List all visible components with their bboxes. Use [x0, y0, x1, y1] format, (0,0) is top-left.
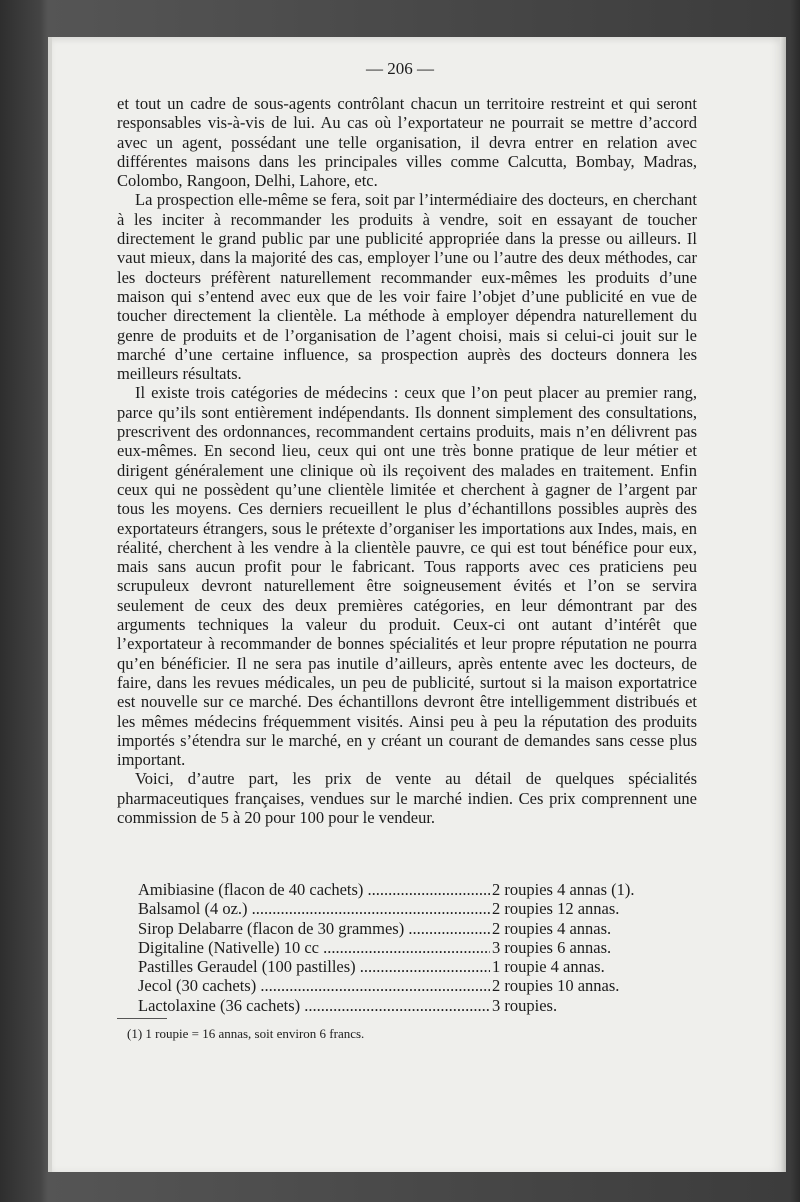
price-row [138, 919, 698, 938]
price-item: Jecol (30 cachets) ..... [138, 976, 490, 995]
footnote: (1) 1 roupie = 16 annas, soit environ 6 francs. [127, 1026, 365, 1041]
page-edge [780, 37, 786, 1172]
price-row [138, 996, 698, 1015]
paragraph-2: La prospection elle-même se fera, soit par l’intermédiaire des docteurs, en cherchant à les inciter à recommander les produits à vendre, soit en essayant de toucher directement le grand public par une publicité appropriée dans la presse ou ailleurs. Il vaut mieux, dans la majorité des cas, employer l’une ou l’autre des deux méthodes, car les docteurs préfèrent naturellement recommander eux-mêmes les produits d’une maison qui s’entend avec eux que de les voir faire l’objet d’une publicité en vue de toucher directement la clientèle. La méthode à employer dépendra naturellement du genre de produits et de l’organisation de l’agent choisi, mais si celui-ci jouit sur le marché d’une certaine influence, sa prospection auprès des docteurs donnera les meilleurs résultats. [117, 190, 697, 384]
price-value: 3 roupies 6 annas. [492, 937, 612, 957]
page-number: — 206 — [366, 59, 434, 78]
price-row [138, 938, 698, 957]
price-value: 2 roupies 4 annas. [492, 918, 612, 938]
price-value: 3 roupies. [492, 995, 558, 1015]
price-item: Amibiasine (flacon de 40 cachets) ..... [138, 880, 490, 899]
paragraph-4: Voici, d’autre part, les prix de vente au détail de quelques spécialités pharmaceutiques françaises, vendues sur le marché indien. Ces prix comprennent une commission de 5 à 20 pour 100 pour le vendeur. [117, 769, 697, 827]
price-value: 1 roupie 4 annas. [492, 957, 605, 977]
price-item: Sirop Delabarre (flacon de 30 grammes) ..... [138, 919, 490, 938]
paragraph-3: Il existe trois catégories de médecins : ceux que l’on peut placer au premier rang, parce qu’ils sont entièrement indépendants. Ils donnent simplement des consultations, prescrivent des ordonnances, recommandent certains produits, mais n’en délivrent pas eux-mêmes. En second lieu, ceux qui ont une très bonne pratique de leur métier et dirigent généralement une clinique où ils reçoivent des malades en traitement. Enfin ceux qui ne possèdent qu’une clientèle limitée et cherchent à gagner de l’argent par tous les moyens. Ces derniers recueillent le plus d’échantillons possibles auprès des exportateurs étrangers, sous le prétexte d’organiser les importations aux Indes, mais, en réalité, cherchent à les vendre à la clientèle pauvre, ce qui est tout bénéfice pour eux, mais sans aucun profit pour le fabricant. Tous rapports avec ces praticiens peu scrupuleux devront naturellement être soigneusement évités et l’on se servira seulement de ceux des deux premières catégories, en leur démontrant par des arguments techniques la valeur du produit. Ceux-ci ont autant d’intérêt que l’exportateur à recommander de bonnes spécialités et leur propre réputation ne pourra qu’en bénéficier. Il ne sera pas inutile d’ailleurs, après entente avec les docteurs, de faire, dans les revues médicales, un peu de publicité, surtout si la maison exportatrice est nouvelle sur ce marché. Des échantillons devront être intelligemment distribués et les mêmes médecins fréquemment visités. Ainsi peu à peu la réputation des produits importés s’étendra sur le marché, en y créant un courant de demandes sans cesse plus important. [117, 383, 697, 770]
price-row [138, 957, 698, 976]
price-value: 2 roupies 10 annas. [492, 976, 620, 996]
price-row [138, 899, 698, 918]
price-row [138, 880, 698, 899]
footnote-rule [117, 1018, 167, 1019]
paragraph-1: et tout un cadre de sous-agents contrôlant chacun un territoire restreint et qui seront responsables vis-à-vis de lui. Au cas où l’exportateur ne pourrait se mettre d’accord avec un agent, possédant une telle organisation, il devra entrer en relation avec différentes maisons dans les principales villes comme Calcutta, Bombay, Madras, Colombo, Rangoon, Delhi, Lahore, etc. [117, 94, 697, 191]
body-text [117, 94, 697, 827]
price-value: 2 roupies 4 annas (1). [492, 880, 635, 899]
price-list [138, 880, 698, 1015]
price-row [138, 976, 698, 995]
price-item: Lactolaxine (36 cachets) ..... [138, 996, 490, 1015]
price-item: Pastilles Geraudel (100 pastilles) ..... [138, 957, 490, 976]
price-item: Digitaline (Nativelle) 10 cc ..... [138, 938, 490, 957]
price-value: 2 roupies 12 annas. [492, 899, 620, 919]
price-item: Balsamol (4 oz.) ..... [138, 899, 490, 918]
